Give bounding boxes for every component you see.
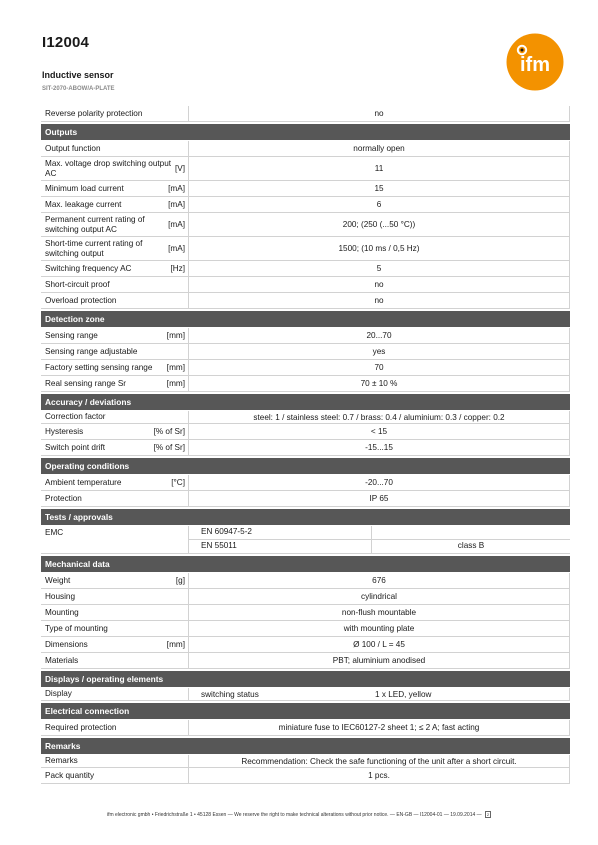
spec-label: Short-circuit proof <box>45 279 110 289</box>
page-header <box>42 34 89 51</box>
spec-value: Recommendation: Check the safe functioning of the unit after a short circuit. <box>189 755 570 767</box>
spec-row <box>41 181 570 197</box>
spec-label: Sensing range adjustable <box>45 346 138 356</box>
logo-text: ifm <box>520 54 550 76</box>
spec-value: 20...70 <box>189 328 570 343</box>
product-name: Inductive sensor <box>42 70 114 80</box>
spec-value: 200; (250 (...50 °C)) <box>189 213 570 236</box>
spec-unit: [mm] <box>166 379 185 388</box>
page-footer <box>0 811 598 818</box>
spec-unit: [g] <box>175 576 185 585</box>
display-name: switching status <box>201 689 259 699</box>
spec-unit: [V] <box>174 164 185 173</box>
spec-unit: [mA] <box>168 244 185 253</box>
spec-value: < 15 <box>189 424 570 439</box>
spec-value: -20...70 <box>189 475 570 490</box>
spec-unit: [mA] <box>168 220 185 229</box>
spec-row-emc <box>41 526 570 554</box>
article-code: SIT-2070-ABOW/A-PLATE <box>42 86 115 92</box>
emc-line <box>189 526 570 540</box>
spec-value: 676 <box>189 573 570 588</box>
spec-unit: [mm] <box>166 640 185 649</box>
spec-row <box>41 360 570 376</box>
spec-row <box>41 197 570 213</box>
spec-value: IP 65 <box>189 491 570 506</box>
page-number: 2 <box>486 812 490 817</box>
spec-label: Minimum load current <box>45 183 124 193</box>
spec-label: Reverse polarity protection <box>45 108 143 118</box>
spec-label: Protection <box>45 493 82 503</box>
spec-row <box>41 106 570 122</box>
spec-value: 5 <box>189 261 570 276</box>
spec-unit: [mA] <box>168 184 185 193</box>
spec-table <box>41 106 570 784</box>
spec-unit: [mA] <box>168 200 185 209</box>
spec-label: Dimensions <box>45 639 88 649</box>
spec-row <box>41 720 570 736</box>
spec-unit: [% of Sr] <box>153 443 185 452</box>
section-header-accuracy: Accuracy / deviations <box>41 394 570 410</box>
spec-label: Real sensing range Sr <box>45 378 127 388</box>
footer-text: ifm electronic gmbh • Friedrichstraße 1 • 45128 Essen — We reserve the right to make technical alterations without prior notice. — EN-GB — I12004-01 — 19.09.2014 — <box>106 811 482 818</box>
spec-value: 70 ± 10 % <box>189 376 570 391</box>
spec-label: Output function <box>45 143 101 153</box>
section-header-mechanical-data: Mechanical data <box>41 556 570 572</box>
spec-unit: [% of Sr] <box>153 427 185 436</box>
ifm-logo-icon <box>506 33 564 91</box>
spec-row <box>41 424 570 440</box>
spec-label: Pack quantity <box>45 770 95 780</box>
spec-label: Housing <box>45 591 76 601</box>
spec-value: no <box>189 277 570 292</box>
spec-value: 1500; (10 ms / 0,5 Hz) <box>189 237 570 260</box>
spec-label: Materials <box>45 655 79 665</box>
spec-value: steel: 1 / stainless steel: 0.7 / brass: 0.4 / aluminium: 0.3 / copper: 0.2 <box>189 411 570 423</box>
spec-value: normally open <box>189 141 570 156</box>
spec-label: Display <box>45 689 72 698</box>
spec-label: Short-time current rating of switching output <box>45 238 143 258</box>
spec-label: Mounting <box>45 607 79 617</box>
spec-label: Max. voltage drop switching output AC <box>45 158 172 178</box>
spec-label: Max. leakage current <box>45 199 122 209</box>
spec-label: Type of mounting <box>45 623 108 633</box>
spec-row <box>41 376 570 392</box>
spec-unit: [mm] <box>166 363 185 372</box>
spec-label: Overload protection <box>45 295 117 305</box>
spec-row <box>41 621 570 637</box>
section-header-electrical-connection: Electrical connection <box>41 703 570 719</box>
spec-value: non-flush mountable <box>189 605 570 620</box>
display-value: 1 x LED, yellow <box>375 689 432 699</box>
spec-row <box>41 755 570 768</box>
spec-value: PBT; aluminium anodised <box>189 653 570 668</box>
spec-value: yes <box>189 344 570 359</box>
section-header-detection-zone: Detection zone <box>41 311 570 327</box>
spec-label: Ambient temperature <box>45 477 122 487</box>
spec-row <box>41 293 570 309</box>
spec-value: with mounting plate <box>189 621 570 636</box>
spec-row <box>41 475 570 491</box>
spec-label: Permanent current rating of switching output AC <box>45 214 145 234</box>
spec-row <box>41 653 570 669</box>
emc-line <box>189 540 570 553</box>
spec-row <box>41 261 570 277</box>
spec-value: 15 <box>189 181 570 196</box>
spec-value: cylindrical <box>189 589 570 604</box>
spec-row <box>41 344 570 360</box>
spec-value: no <box>189 293 570 308</box>
section-header-remarks: Remarks <box>41 738 570 754</box>
spec-value: no <box>189 106 570 121</box>
spec-unit: [Hz] <box>170 264 185 273</box>
spec-label: Required protection <box>45 722 117 732</box>
spec-row <box>41 157 570 181</box>
spec-label: Factory setting sensing range <box>45 362 153 372</box>
spec-row <box>41 237 570 261</box>
spec-row <box>41 328 570 344</box>
spec-label: Weight <box>45 575 71 585</box>
spec-label: EMC <box>45 528 64 537</box>
spec-row-display <box>41 688 570 701</box>
spec-row <box>41 277 570 293</box>
spec-value: -15...15 <box>189 440 570 455</box>
spec-value: Ø 100 / L = 45 <box>189 637 570 652</box>
spec-value: 70 <box>189 360 570 375</box>
spec-value: 1 pcs. <box>189 768 570 783</box>
emc-standard: EN 60947-5-2 <box>201 527 252 536</box>
product-id: I12004 <box>42 34 90 51</box>
spec-row <box>41 637 570 653</box>
spec-row <box>41 768 570 784</box>
spec-row <box>41 491 570 507</box>
ifm-logo <box>506 33 564 91</box>
spec-value: miniature fuse to IEC60127-2 sheet 1; ≤ 2 A; fast acting <box>189 720 570 735</box>
spec-unit: [°C] <box>171 478 185 487</box>
section-header-operating-conditions: Operating conditions <box>41 458 570 474</box>
spec-row <box>41 440 570 456</box>
spec-row <box>41 411 570 424</box>
emc-class: class B <box>371 540 570 553</box>
spec-value: 6 <box>189 197 570 212</box>
spec-label: Sensing range <box>45 330 98 340</box>
emc-standard: EN 55011 <box>201 541 237 550</box>
section-header-tests-approvals: Tests / approvals <box>41 509 570 525</box>
spec-row <box>41 213 570 237</box>
spec-label: Switch point drift <box>45 442 106 452</box>
section-header-outputs: Outputs <box>41 124 570 140</box>
emc-class <box>371 526 570 539</box>
spec-row <box>41 141 570 157</box>
spec-unit: [mm] <box>166 331 185 340</box>
spec-row <box>41 573 570 589</box>
section-header-displays: Displays / operating elements <box>41 671 570 687</box>
spec-label: Switching frequency AC <box>45 263 132 273</box>
spec-row <box>41 605 570 621</box>
spec-value: 11 <box>189 157 570 180</box>
spec-label: Remarks <box>45 756 78 765</box>
spec-row <box>41 589 570 605</box>
spec-label: Correction factor <box>45 412 106 421</box>
spec-label: Hysteresis <box>45 426 84 436</box>
